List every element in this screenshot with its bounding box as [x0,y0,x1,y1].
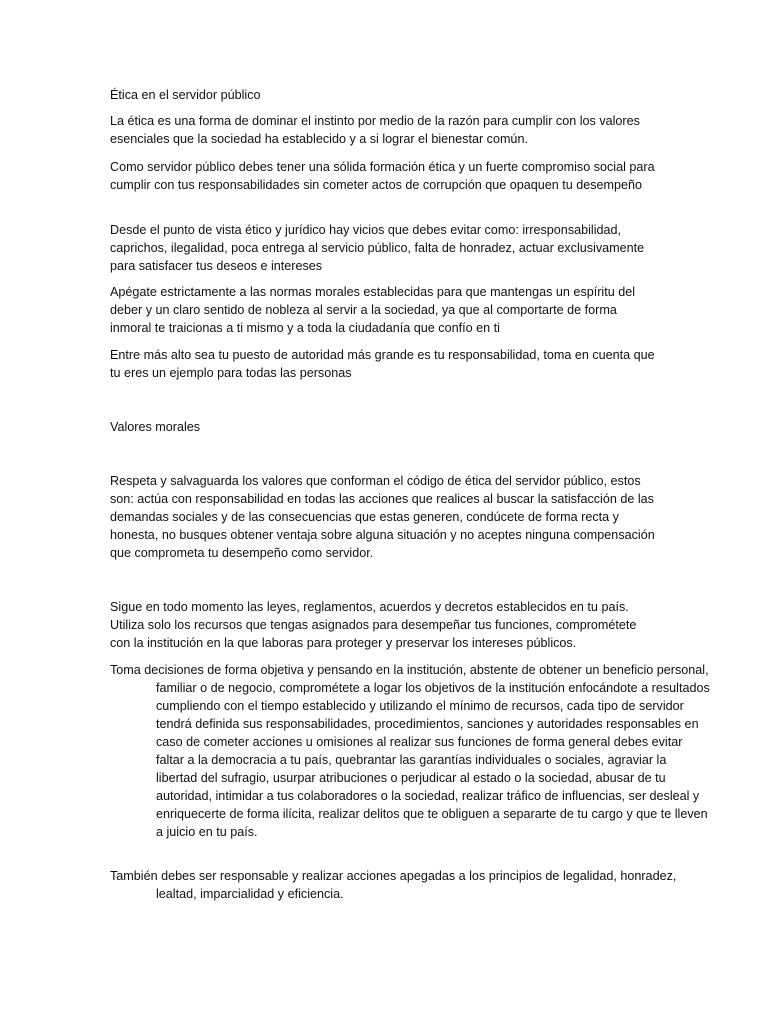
section-heading: Valores morales [110,420,201,434]
section-paragraph-1: Respeta y salvaguarda los valores que conforman el código de ética del servidor público, estos son: actúa con responsabilidad en todas las acciones que realices al buscar la satisfacción de las demandas sociales y de las consecuencias que estas generen, condúcete de forma recta y honesta, no busques obtener ventaja sobre alguna situación y no aceptes ninguna compensación que comprometa tu desempeño como servidor. [110,474,655,560]
intro-paragraph-1: La ética es una forma de dominar el instinto por medio de la razón para cumplir con los valores esenciales que la sociedad ha establecido y a si lograr el bienestar común. [110,114,640,146]
intro-paragraph-5: Entre más alto sea tu puesto de autoridad más grande es tu responsabilidad, toma en cuenta que tu eres un ejemplo para todas las personas [110,348,655,380]
intro-paragraph-4: Apégate estrictamente a las normas morales establecidas para que mantengas un espíritu del deber y un claro sentido de nobleza al servir a la sociedad, ya que al comportarte de forma inmoral te traicionas a ti mismo y a toda la ciudadanía que confío en ti [110,285,636,335]
section-paragraph-4: También debes ser responsable y realizar acciones apegadas a los principios de legalidad, honradez, lealtad, imparcialidad y eficiencia. [110,869,677,901]
document-title: Ética en el servidor público [110,88,261,102]
section-paragraph-3: Toma decisiones de forma objetiva y pensando en la institución, abstente de obtener un beneficio personal, familiar o de negocio, comprométete a logar los objetivos de la institución enfocándote a resultados cumpliendo con el tiempo establecido y utilizando el mínimo de recursos, cada tipo de servidor tendrá definida sus responsabilidades, procedimientos, sanciones y autoridades responsables en caso de cometer acciones u omisiones al realizar sus funciones de forma general debes evitar faltar a la democracia a tu país, quebrantar las garantías individuales o sociales, agraviar la libertad del sufragio, usurpar atribuciones o perjudicar al estado o la sociedad, abusar de tu autoridad, intimidar a tus colaboradores o la sociedad, realizar tráfico de influencias, ser desleal y enriquecerte de forma ilícita, realizar delitos que te obliguen a separarte de tu cargo y que te lleven a juicio en tu país. [110,663,710,839]
intro-paragraph-2: Como servidor público debes tener una sólida formación ética y un fuerte compromiso social para cumplir con tus responsabilidades sin cometer actos de corrupción que opaquen tu desempeño [110,160,655,192]
section-paragraph-2: Sigue en todo momento las leyes, reglamentos, acuerdos y decretos establecidos en tu país. Utiliza solo los recursos que tengas asignados para desempeñar tus funciones, comprométete con la institución en la que laboras para proteger y preservar los intereses públicos. [110,600,637,650]
intro-paragraph-3: Desde el punto de vista ético y jurídico hay vicios que debes evitar como: irresponsabilidad, caprichos, ilegalidad, poca entrega al servicio público, falta de honradez, actuar exclusivamente para satisfacer tus deseos e intereses [110,223,645,273]
